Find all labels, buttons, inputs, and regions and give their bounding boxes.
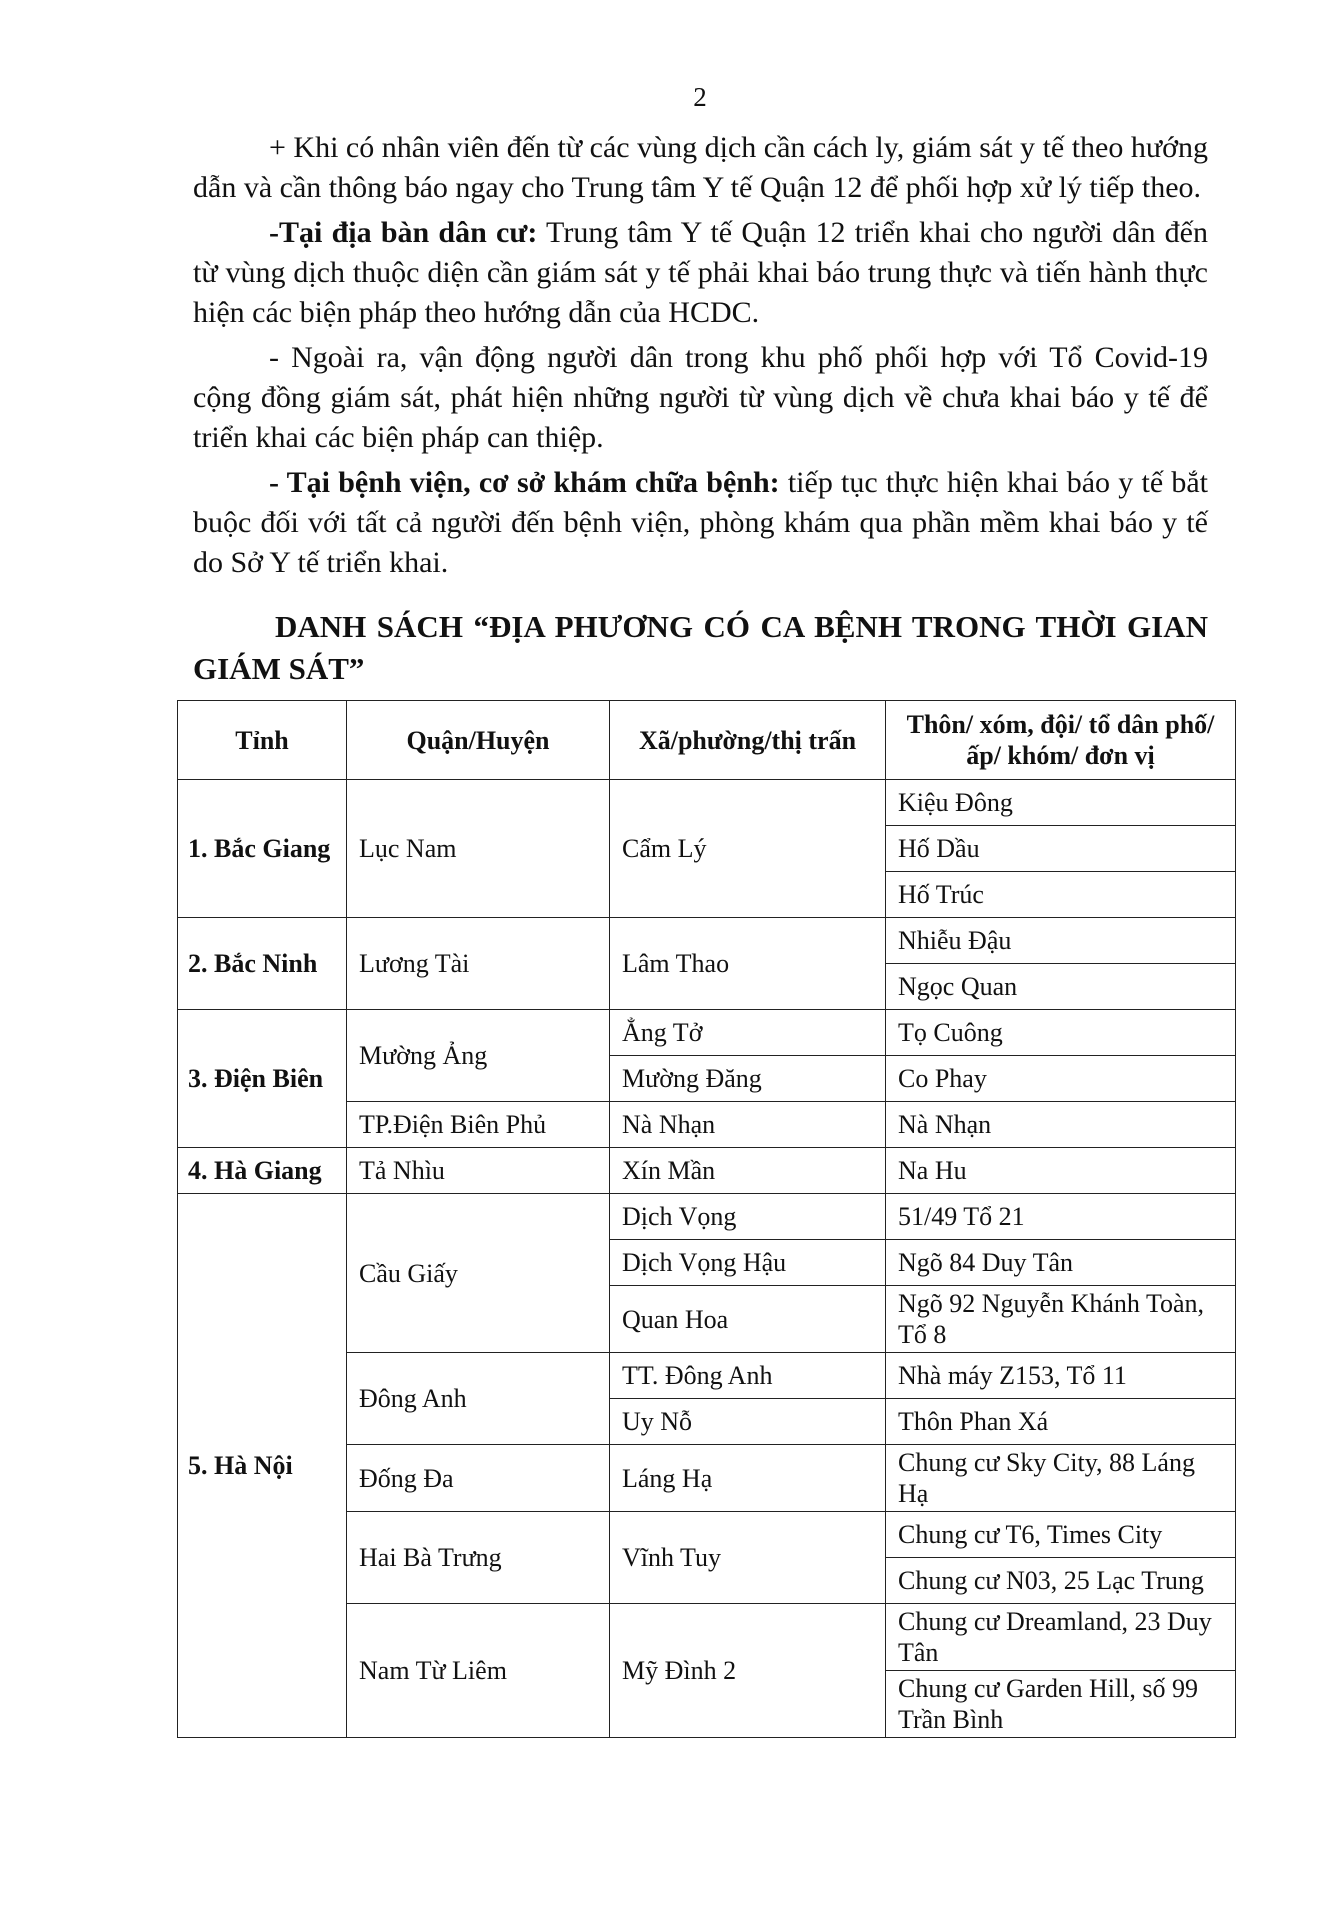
paragraph-text: - Ngoài ra, vận động người dân trong khu phố phối hợp với Tổ Covid-19 cộng đồng giám sát, phát hiện những người từ vùng dịch về chưa khai báo y tế để triển khai các biện pháp can thiệp. [193,341,1208,454]
header-ward: Xã/phường/thị trấn [610,701,886,780]
ward-cell: Ẳng Tở [610,1010,886,1056]
list-title: DANH SÁCH “ĐỊA PHƯƠNG CÓ CA BỆNH TRONG THỜI GIAN GIÁM SÁT” [193,609,1208,686]
unit-cell: Co Phay [886,1056,1236,1102]
ward-cell: Lâm Thao [610,918,886,1010]
unit-cell: Tọ Cuông [886,1010,1236,1056]
table-row [178,1148,1236,1194]
paragraph-hospital [193,463,1208,583]
unit-cell: Chung cư T6, Times City [886,1512,1236,1558]
paragraph-text: Trung tâm Y tế Quận 12 triển khai cho người dân đến từ vùng dịch thuộc diện cần giám sát y tế phải khai báo trung thực và tiến hành thực hiện các biện pháp theo hướng dẫn của HCDC. [193,216,1208,329]
header-unit: Thôn/ xóm, đội/ tổ dân phố/ ấp/ khóm/ đơn vị [886,701,1236,780]
province-cell: 4. Hà Giang [178,1148,347,1194]
unit-cell: 51/49 Tổ 21 [886,1194,1236,1240]
ward-cell: Uy Nỗ [610,1399,886,1445]
table-row [178,1194,1236,1240]
paragraph-staff [193,128,1208,208]
ward-cell: Xín Mần [610,1148,886,1194]
district-cell: Hai Bà Trưng [347,1512,610,1604]
province-cell: 3. Điện Biên [178,1010,347,1148]
ward-cell: Mường Đăng [610,1056,886,1102]
paragraph-text: tiếp tục thực hiện khai báo y tế bắt buộc đối với tất cả người đến bệnh viện, phòng khám qua phần mềm khai báo y tế do Sở Y tế triển khai. [193,466,1208,579]
ward-cell: Dịch Vọng [610,1194,886,1240]
unit-cell: Na Hu [886,1148,1236,1194]
unit-cell: Nà Nhạn [886,1102,1236,1148]
district-cell: Lương Tài [347,918,610,1010]
ward-cell: Vĩnh Tuy [610,1512,886,1604]
unit-cell: Hố Trúc [886,872,1236,918]
unit-cell: Chung cư Dreamland, 23 Duy Tân [886,1604,1236,1671]
unit-cell: Kiệu Đông [886,780,1236,826]
province-cell: 2. Bắc Ninh [178,918,347,1010]
paragraph-lead: - Tại bệnh viện, cơ sở khám chữa bệnh: [269,466,780,499]
paragraph-text: + Khi có nhân viên đến từ các vùng dịch cần cách ly, giám sát y tế theo hướng dẫn và cần thông báo ngay cho Trung tâm Y tế Quận 12 để phối hợp xử lý tiếp theo. [193,131,1208,204]
table-row [178,780,1236,826]
unit-cell: Chung cư N03, 25 Lạc Trung [886,1558,1236,1604]
district-cell: Cầu Giấy [347,1194,610,1353]
district-cell: Mường Ảng [347,1010,610,1102]
ward-cell: Mỹ Đình 2 [610,1604,886,1738]
paragraph-lead: -Tại địa bàn dân cư: [269,216,538,249]
ward-cell: Cẩm Lý [610,780,886,918]
district-cell: Tả Nhìu [347,1148,610,1194]
page-number: 2 [693,82,707,112]
table-header-row [178,701,1236,780]
district-cell: TP.Điện Biên Phủ [347,1102,610,1148]
unit-cell: Nhà máy Z153, Tổ 11 [886,1353,1236,1399]
body-text [193,128,1208,583]
unit-cell: Chung cư Sky City, 88 Láng Hạ [886,1445,1236,1512]
ward-cell: TT. Đông Anh [610,1353,886,1399]
unit-cell: Ngõ 92 Nguyễn Khánh Toàn, Tổ 8 [886,1286,1236,1353]
table-row [178,1010,1236,1056]
ward-cell: Dịch Vọng Hậu [610,1240,886,1286]
table-row [178,918,1236,964]
unit-cell: Chung cư Garden Hill, số 99 Trần Bình [886,1671,1236,1738]
unit-cell: Nhiễu Đậu [886,918,1236,964]
ward-cell: Láng Hạ [610,1445,886,1512]
locality-table [177,700,1236,1738]
district-cell: Nam Từ Liêm [347,1604,610,1738]
district-cell: Lục Nam [347,780,610,918]
province-cell: 1. Bắc Giang [178,780,347,918]
ward-cell: Nà Nhạn [610,1102,886,1148]
province-cell: 5. Hà Nội [178,1194,347,1738]
unit-cell: Hố Dầu [886,826,1236,872]
header-province: Tỉnh [178,701,347,780]
unit-cell: Ngõ 84 Duy Tân [886,1240,1236,1286]
ward-cell: Quan Hoa [610,1286,886,1353]
district-cell: Đông Anh [347,1353,610,1445]
header-district: Quận/Huyện [347,701,610,780]
unit-cell: Ngọc Quan [886,964,1236,1010]
unit-cell: Thôn Phan Xá [886,1399,1236,1445]
paragraph-residential [193,213,1208,333]
district-cell: Đống Đa [347,1445,610,1512]
paragraph-community [193,338,1208,458]
